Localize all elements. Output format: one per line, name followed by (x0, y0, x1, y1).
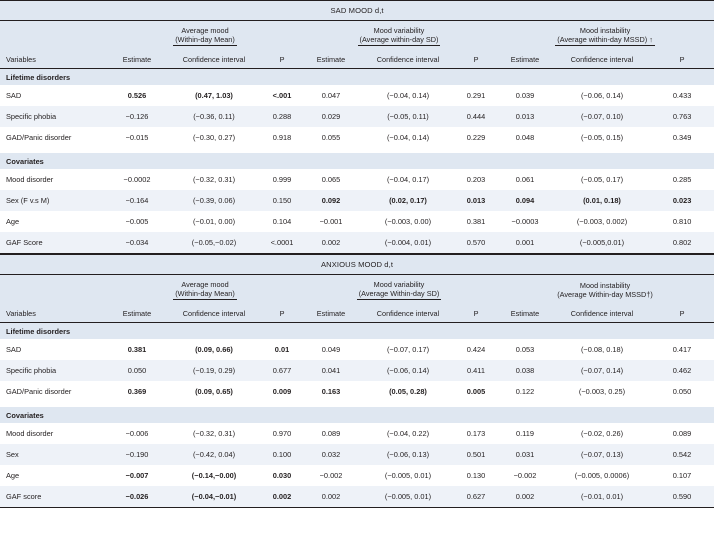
group-header-line1: Mood variability (373, 25, 425, 35)
column-header-ci: Confidence interval (166, 305, 262, 323)
table-title-row (0, 255, 714, 275)
row-estimate: 0.094 (496, 190, 554, 211)
row-estimate: 0.050 (108, 360, 166, 381)
row-estimate: 0.055 (302, 127, 360, 148)
table-row (0, 169, 714, 190)
row-variable: GAF Score (0, 232, 108, 254)
row-estimate: −0.190 (108, 444, 166, 465)
row-variable: Mood disorder (0, 169, 108, 190)
row-p: <.0001 (262, 232, 302, 254)
row-p: 0.570 (456, 232, 496, 254)
column-header-estimate: Estimate (496, 51, 554, 69)
row-p: 0.013 (456, 190, 496, 211)
table-row (0, 360, 714, 381)
row-p: 0.291 (456, 85, 496, 106)
row-ci: (0.05, 0.28) (360, 381, 456, 402)
column-header-p: P (262, 51, 302, 69)
group-header-blank (0, 275, 108, 306)
column-header-ci: Confidence interval (554, 305, 650, 323)
row-estimate: 0.369 (108, 381, 166, 402)
row-ci: (−0.05,−0.02) (166, 232, 262, 254)
column-header-row (0, 51, 714, 69)
section-label: Covariates (0, 407, 714, 423)
column-header-estimate: Estimate (302, 305, 360, 323)
column-header-estimate: Estimate (108, 51, 166, 69)
row-ci: (0.02, 0.17) (360, 190, 456, 211)
row-p: 0.089 (650, 423, 714, 444)
column-header-p: P (262, 305, 302, 323)
row-p: 0.104 (262, 211, 302, 232)
group-header-mood-variability (302, 275, 496, 306)
table-row (0, 232, 714, 254)
row-p: 0.150 (262, 190, 302, 211)
row-ci: (−0.30, 0.27) (166, 127, 262, 148)
table-sad-mood (0, 0, 714, 254)
row-estimate: −0.026 (108, 486, 166, 508)
group-header-line1: Average mood (181, 25, 229, 35)
row-estimate: −0.001 (302, 211, 360, 232)
row-ci: (−0.04,−0.01) (166, 486, 262, 508)
row-estimate: 0.002 (302, 486, 360, 508)
row-estimate: 0.092 (302, 190, 360, 211)
row-ci: (0.09, 0.66) (166, 339, 262, 360)
row-p: 0.005 (456, 381, 496, 402)
row-estimate: 0.163 (302, 381, 360, 402)
row-p: 0.229 (456, 127, 496, 148)
row-estimate: 0.048 (496, 127, 554, 148)
row-variable: GAD/Panic disorder (0, 127, 108, 148)
row-ci: (−0.06, 0.14) (360, 360, 456, 381)
column-header-ci: Confidence interval (166, 51, 262, 69)
row-estimate: 0.049 (302, 339, 360, 360)
row-estimate: 0.031 (496, 444, 554, 465)
row-ci: (−0.32, 0.31) (166, 169, 262, 190)
row-p: 0.381 (456, 211, 496, 232)
column-header-p: P (456, 305, 496, 323)
column-header-estimate: Estimate (302, 51, 360, 69)
row-ci: (−0.01, 0.00) (166, 211, 262, 232)
row-estimate: 0.526 (108, 85, 166, 106)
row-estimate: 0.053 (496, 339, 554, 360)
row-p: 0.411 (456, 360, 496, 381)
row-ci: (−0.32, 0.31) (166, 423, 262, 444)
table-row (0, 444, 714, 465)
row-estimate: −0.015 (108, 127, 166, 148)
row-estimate: −0.126 (108, 106, 166, 127)
row-p: 0.01 (262, 339, 302, 360)
row-estimate: −0.002 (302, 465, 360, 486)
group-header-line1: Mood variability (373, 279, 425, 289)
table-title: ANXIOUS MOOD d,t (0, 255, 714, 275)
row-estimate: 0.002 (302, 232, 360, 254)
group-header-line2: (Average within-day SD) (359, 35, 439, 44)
row-ci: (−0.14,−0.00) (166, 465, 262, 486)
table-title-row (0, 1, 714, 21)
row-variable: SAD (0, 85, 108, 106)
group-header-line1: Average mood (181, 279, 229, 289)
row-ci: (−0.003, 0.25) (554, 381, 650, 402)
row-p: 0.763 (650, 106, 714, 127)
row-p: 0.999 (262, 169, 302, 190)
row-p: 0.424 (456, 339, 496, 360)
table-row (0, 190, 714, 211)
row-variable: Specific phobia (0, 360, 108, 381)
row-p: 0.107 (650, 465, 714, 486)
row-variable: Sex (0, 444, 108, 465)
table-row (0, 127, 714, 148)
group-header-line2: (Average within-day MSSD) ↑ (557, 35, 653, 44)
row-estimate: −0.005 (108, 211, 166, 232)
column-header-ci: Confidence interval (360, 305, 456, 323)
section-label: Covariates (0, 153, 714, 169)
row-ci: (−0.05, 0.11) (360, 106, 456, 127)
row-estimate: −0.0002 (108, 169, 166, 190)
row-estimate: 0.001 (496, 232, 554, 254)
row-ci: (−0.19, 0.29) (166, 360, 262, 381)
row-estimate: 0.041 (302, 360, 360, 381)
row-ci: (−0.003, 0.002) (554, 211, 650, 232)
row-p: 0.590 (650, 486, 714, 508)
row-ci: (−0.07, 0.13) (554, 444, 650, 465)
table-row (0, 85, 714, 106)
row-ci: (−0.06, 0.14) (554, 85, 650, 106)
group-header-mood-instability (496, 275, 714, 306)
row-estimate: 0.029 (302, 106, 360, 127)
row-variable: Age (0, 465, 108, 486)
column-header-estimate: Estimate (496, 305, 554, 323)
row-p: 0.501 (456, 444, 496, 465)
row-p: 0.810 (650, 211, 714, 232)
row-p: <.001 (262, 85, 302, 106)
section-row (0, 69, 714, 86)
row-p: 0.542 (650, 444, 714, 465)
row-ci: (−0.39, 0.06) (166, 190, 262, 211)
row-ci: (0.47, 1.03) (166, 85, 262, 106)
group-header-line2: (Average Within-day SD) (358, 289, 440, 298)
row-p: 0.173 (456, 423, 496, 444)
row-variable: Specific phobia (0, 106, 108, 127)
row-p: 0.009 (262, 381, 302, 402)
group-header-line2: (Within-day Mean) (175, 35, 235, 44)
row-ci: (−0.07, 0.14) (554, 360, 650, 381)
column-header-p: P (650, 305, 714, 323)
row-estimate: 0.032 (302, 444, 360, 465)
row-estimate: 0.381 (108, 339, 166, 360)
row-ci: (−0.04, 0.14) (360, 127, 456, 148)
row-variable: Mood disorder (0, 423, 108, 444)
row-estimate: −0.034 (108, 232, 166, 254)
row-ci: (−0.07, 0.17) (360, 339, 456, 360)
row-ci: (−0.005, 0.0006) (554, 465, 650, 486)
column-header-ci: Confidence interval (360, 51, 456, 69)
row-estimate: 0.002 (496, 486, 554, 508)
row-p: 0.462 (650, 360, 714, 381)
column-header-p: P (650, 51, 714, 69)
row-estimate: 0.039 (496, 85, 554, 106)
row-p: 0.970 (262, 423, 302, 444)
row-p: 0.100 (262, 444, 302, 465)
row-variable: Age (0, 211, 108, 232)
section-label: Lifetime disorders (0, 69, 714, 86)
row-ci: (−0.005,0.01) (554, 232, 650, 254)
row-ci: (−0.05, 0.15) (554, 127, 650, 148)
row-estimate: −0.002 (496, 465, 554, 486)
group-header-mood-instability (496, 21, 714, 52)
row-ci: (−0.06, 0.13) (360, 444, 456, 465)
row-p: 0.802 (650, 232, 714, 254)
row-p: 0.918 (262, 127, 302, 148)
row-estimate: 0.038 (496, 360, 554, 381)
row-p: 0.030 (262, 465, 302, 486)
row-p: 0.023 (650, 190, 714, 211)
group-header-line1: Mood instability (579, 280, 631, 290)
table-title: SAD MOOD d,t (0, 1, 714, 21)
table-row (0, 381, 714, 402)
row-p: 0.002 (262, 486, 302, 508)
section-row (0, 153, 714, 169)
column-header-p: P (456, 51, 496, 69)
column-header-variables: Variables (0, 51, 108, 69)
column-header-ci: Confidence interval (554, 51, 650, 69)
row-ci: (−0.003, 0.00) (360, 211, 456, 232)
row-ci: (−0.005, 0.01) (360, 486, 456, 508)
row-p: 0.433 (650, 85, 714, 106)
row-ci: (−0.07, 0.10) (554, 106, 650, 127)
row-p: 0.417 (650, 339, 714, 360)
table-row (0, 339, 714, 360)
row-estimate: −0.006 (108, 423, 166, 444)
row-p: 0.288 (262, 106, 302, 127)
row-estimate: −0.0003 (496, 211, 554, 232)
row-ci: (−0.004, 0.01) (360, 232, 456, 254)
group-header-average-mood (108, 21, 302, 52)
row-p: 0.444 (456, 106, 496, 127)
row-ci: (−0.04, 0.22) (360, 423, 456, 444)
row-estimate: 0.065 (302, 169, 360, 190)
row-p: 0.349 (650, 127, 714, 148)
group-header-line2: (Within-day Mean) (175, 289, 235, 298)
column-header-estimate: Estimate (108, 305, 166, 323)
row-estimate: 0.061 (496, 169, 554, 190)
row-ci: (−0.04, 0.14) (360, 85, 456, 106)
row-p: 0.050 (650, 381, 714, 402)
group-header-average-mood (108, 275, 302, 306)
row-estimate: 0.119 (496, 423, 554, 444)
row-p: 0.677 (262, 360, 302, 381)
row-variable: Sex (F v.s M) (0, 190, 108, 211)
section-label: Lifetime disorders (0, 323, 714, 340)
row-variable: GAD/Panic disorder (0, 381, 108, 402)
row-p: 0.203 (456, 169, 496, 190)
section-row (0, 407, 714, 423)
row-variable: GAF score (0, 486, 108, 508)
table-row (0, 465, 714, 486)
row-ci: (−0.05, 0.17) (554, 169, 650, 190)
group-header-line1: Mood instability (579, 25, 631, 35)
column-header-variables: Variables (0, 305, 108, 323)
row-p: 0.285 (650, 169, 714, 190)
column-header-row (0, 305, 714, 323)
row-variable: SAD (0, 339, 108, 360)
row-p: 0.627 (456, 486, 496, 508)
row-ci: (−0.005, 0.01) (360, 465, 456, 486)
row-estimate: 0.013 (496, 106, 554, 127)
row-ci: (−0.02, 0.26) (554, 423, 650, 444)
row-ci: (0.01, 0.18) (554, 190, 650, 211)
row-ci: (−0.42, 0.04) (166, 444, 262, 465)
table-row (0, 423, 714, 444)
row-estimate: −0.007 (108, 465, 166, 486)
group-header-mood-variability (302, 21, 496, 52)
row-estimate: −0.164 (108, 190, 166, 211)
row-estimate: 0.047 (302, 85, 360, 106)
row-estimate: 0.122 (496, 381, 554, 402)
group-header-blank (0, 21, 108, 52)
group-header-row (0, 21, 714, 52)
table-row (0, 211, 714, 232)
table-anxious-mood (0, 254, 714, 508)
row-estimate: 0.089 (302, 423, 360, 444)
row-ci: (−0.04, 0.17) (360, 169, 456, 190)
row-ci: (−0.01, 0.01) (554, 486, 650, 508)
group-header-row (0, 275, 714, 306)
row-ci: (0.09, 0.65) (166, 381, 262, 402)
group-header-line2: (Average Within-day MSSD†) (557, 290, 653, 299)
table-row (0, 486, 714, 508)
row-p: 0.130 (456, 465, 496, 486)
row-ci: (−0.36, 0.11) (166, 106, 262, 127)
section-row (0, 323, 714, 340)
table-row (0, 106, 714, 127)
row-ci: (−0.08, 0.18) (554, 339, 650, 360)
